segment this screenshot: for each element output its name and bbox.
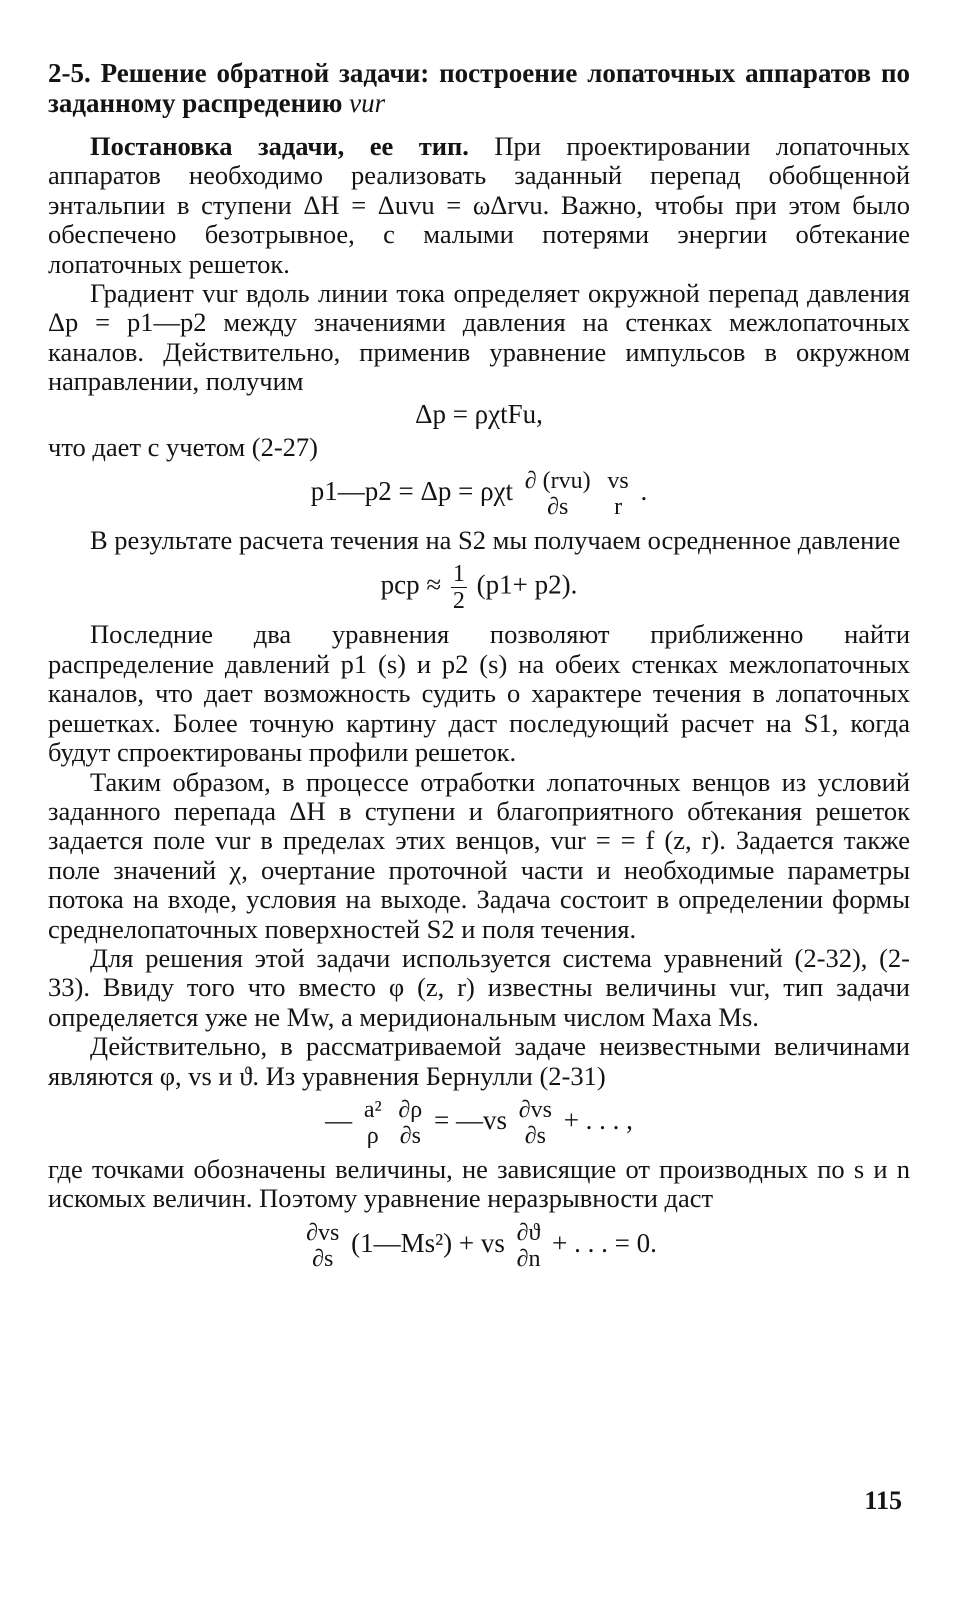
paragraph-gradient: Градиент vur вдоль линии тока определяет окружной перепад давления Δp = p1—p2 между значениями давления на стенках межлопаточных каналов. Действительно, применив уравнение импульсов в окружном направлении, получим <box>48 278 910 397</box>
equation-end: + . . . , <box>563 1105 633 1136</box>
fraction-numerator: ∂ρ <box>398 1096 423 1123</box>
page-number: 115 <box>864 1486 902 1515</box>
equation-middle: (1—Ms²) + vs <box>351 1227 505 1258</box>
section-heading <box>48 58 910 118</box>
equation-end: + . . . = 0. <box>552 1227 657 1258</box>
fraction-numerator: a² <box>363 1096 382 1123</box>
fraction-denominator: ∂s <box>524 1122 546 1149</box>
fraction-dvs-ds <box>304 1220 341 1272</box>
fraction-drho-ds <box>396 1097 424 1149</box>
fraction-derivative <box>523 468 593 520</box>
paragraph-lead: Постановка задачи, ее тип. <box>90 131 469 161</box>
fraction-denominator: ∂s <box>312 1245 334 1272</box>
fraction-denominator: r <box>614 494 623 521</box>
fraction-denominator: 2 <box>452 588 465 615</box>
fraction-numerator: ∂vs <box>518 1096 552 1123</box>
section-heading-text: 2-5. Решение обратной задачи: построение лопаточных аппаратов по заданному распредению <box>48 58 910 118</box>
fraction-numerator: ∂vs <box>306 1219 340 1246</box>
equation-minus: — <box>325 1105 353 1136</box>
equation-mean-pressure <box>48 561 910 614</box>
fraction-numerator: ∂ϑ <box>516 1219 541 1246</box>
fraction-velocity-ratio <box>605 468 630 520</box>
fraction-numerator: 1 <box>452 561 465 588</box>
paragraph-text: При проектировании лопаточных аппаратов необходимо реализовать заданный перепад обобщенной энтальпии в ступени ΔH = Δuvu = ωΔrvu. Важно, чтобы при этом было обеспечено безотрывное, с малыми потерями энергии обтекание лопаточных решеток. <box>48 131 910 279</box>
equation-pressure-drop: Δp = ρχtFu, <box>415 398 543 429</box>
equation-continuity <box>48 1220 910 1272</box>
paragraph-considering: что дает с учетом (2-27) <box>48 431 318 462</box>
fraction-numerator: vs <box>607 468 629 495</box>
fraction-dvs-ds <box>517 1097 554 1149</box>
fraction-denominator: ∂n <box>516 1245 541 1272</box>
paragraph-pressure-distribution: Последние два уравнения позволяют приближенно найти распределение давлений p1 (s) и p2 (s) на обеих стенках межлопаточных каналов, что дает возможность судить о характере течения в лопаточных решетках. Более точную картину даст последующий расчет на S1, когда будут спроектированы профили решеток. <box>48 619 910 768</box>
fraction-a-squared-over-rho <box>362 1097 384 1149</box>
fraction-denominator: ρ <box>366 1122 379 1149</box>
fraction-denominator: ∂s <box>399 1122 421 1149</box>
section-heading-variable: vur <box>349 88 386 118</box>
paragraph-indeed: Действительно, в рассматриваемой задаче неизвестными величинами являются φ, vs и ϑ. Из уравнения Бернулли (2-31) <box>48 1031 910 1091</box>
equation-end: . <box>640 476 648 507</box>
fraction-denominator: ∂s <box>547 494 569 521</box>
equation-left-side: pср ≈ <box>380 570 442 601</box>
paragraph-where-dots: где точками обозначены величины, не зависящие от производных по s и n искомых величин. Поэтому уравнение неразрывности даст <box>48 1153 910 1214</box>
fraction-half <box>451 561 467 614</box>
equation-pressure-difference <box>48 468 910 520</box>
paragraph-problem-statement <box>48 132 910 279</box>
fraction-numerator: ∂ (rvu) <box>524 468 591 495</box>
equation-right-side: (p1+ p2). <box>476 570 578 601</box>
equation-middle: = —vs <box>434 1105 507 1136</box>
paragraph-thus: Таким образом, в процессе отработки лопаточных венцов из условий заданного перепада ΔH в ступени и благоприятного обтекания решеток задается поле vur в пределах этих венцов, vur = = f (z, r). Задается также поле значений χ, очертание проточной части и необходимые параметры потока на входе, условия на выходе. Задача состоит в определении формы среднелопаточных поверхностей S2 и поля течения. <box>48 766 910 944</box>
equation-bernoulli <box>48 1097 910 1149</box>
paragraph-s2-result: В результате расчета течения на S2 мы получаем осредненное давление <box>90 525 901 556</box>
equation-left-side: p1—p2 = Δp = ρχt <box>310 476 514 507</box>
fraction-dtheta-dn <box>515 1220 543 1272</box>
paragraph-system-of-equations: Для решения этой задачи используется система уравнений (2-32), (2-33). Ввиду того что вместо φ (z, r) известны величины vur, тип задачи определяется уже не Mw, а меридиональным числом Маха Ms. <box>48 942 910 1032</box>
